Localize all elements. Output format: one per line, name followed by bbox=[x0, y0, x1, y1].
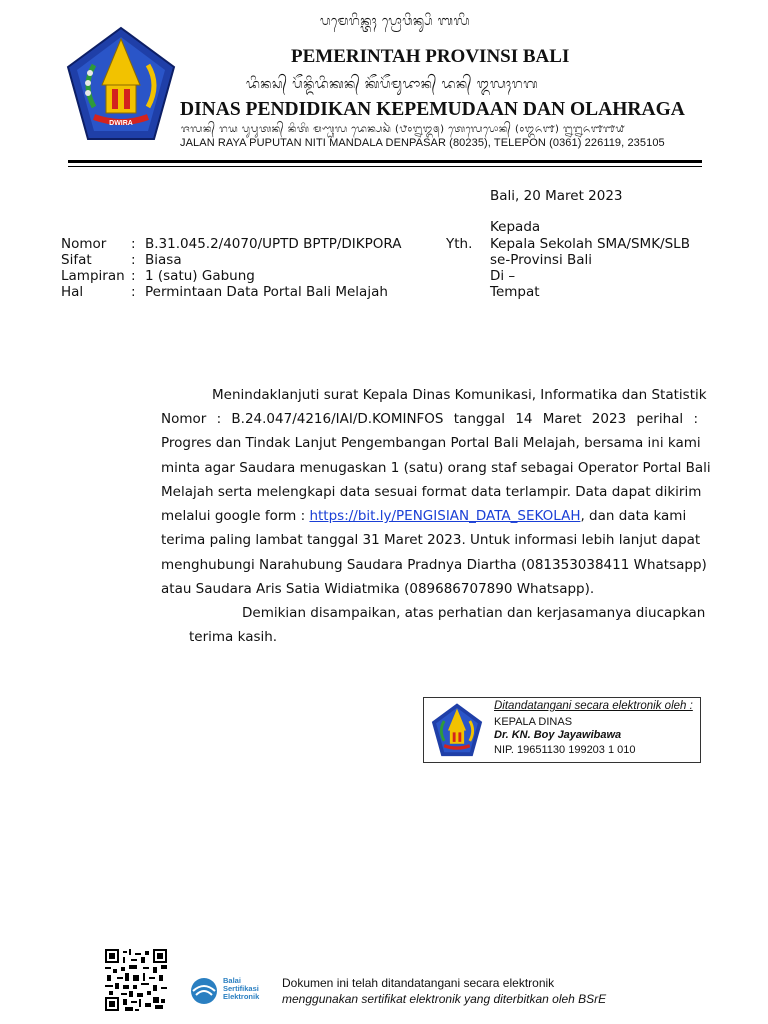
electronic-signature-box bbox=[423, 697, 701, 763]
footer-text-1: Dokumen ini telah ditandatangani secara elektronik bbox=[282, 976, 555, 990]
meta-key: Lampiran bbox=[61, 268, 125, 284]
body-line: Melajah serta melengkapi data sesuai format data terlampir. Data dapat dikirim bbox=[161, 484, 702, 500]
body-line: Menindaklanjuti surat Kepala Dinas Komunikasi, Informatika dan Statistik bbox=[212, 387, 707, 403]
yth-label: Yth. bbox=[446, 236, 473, 252]
google-form-link[interactable]: https://bit.ly/PENGISIAN_DATA_SEKOLAH bbox=[309, 508, 581, 524]
body-text-pre: melalui google form : bbox=[161, 508, 310, 524]
meta-key: Hal bbox=[61, 284, 84, 300]
meta-row-lampiran bbox=[61, 268, 441, 285]
meta-key: Nomor bbox=[61, 236, 107, 252]
bsre-line-1: Balai bbox=[223, 976, 241, 985]
signature-title: KEPALA DINAS bbox=[494, 716, 573, 728]
letterhead-rule-thick bbox=[68, 160, 702, 163]
letterhead-address: JALAN RAYA PUPUTAN NITI MANDALA DENPASAR (80235), TELEPON (0361) 226119, 235105 bbox=[180, 137, 665, 149]
balinese-header-mid: ᬤᬶᬦᬲ᭄ ᬧᭂᬦ᭄ᬤᬶᬤᬶᬓᬦ᭄ ᬓᭂᬧᭂᬫᬸᬤᬵᬦ᭄ ᬤᬦ᭄ ᬑᬮᬄᬭᬕ bbox=[246, 77, 538, 92]
meta-key: Sifat bbox=[61, 252, 92, 268]
body-line: Progres dan Tindak Lanjut Pengembangan Portal Bali Melajah, bersama ini kami bbox=[161, 435, 701, 451]
letter-date: Bali, 20 Maret 2023 bbox=[490, 188, 623, 204]
meta-row-sifat bbox=[61, 252, 441, 269]
qr-code bbox=[105, 949, 167, 1011]
closing-line: terima kasih. bbox=[189, 629, 278, 645]
meta-colon: : bbox=[131, 252, 136, 268]
meta-colon: : bbox=[131, 268, 136, 284]
balinese-header-top: ᬧᬫᬾᬭᬶᬦ᭄ᬢᬄ ᬧ᭄ᬭᭀᬯᬶᬦ᭄ᬲᬶ ᬩᬮᬶ bbox=[320, 14, 470, 29]
signature-name: Dr. KN. Boy Jayawibawa bbox=[494, 729, 622, 741]
meta-value: B.31.045.2/4070/UPTD BPTP/DIKPORA bbox=[145, 236, 402, 252]
bsre-line-3: Elektronik bbox=[223, 992, 260, 1001]
recipient-line-3: Di – bbox=[490, 268, 516, 284]
meta-colon: : bbox=[131, 284, 136, 300]
body-line: minta agar Saudara menugaskan 1 (satu) orang staf sebagai Operator Portal Bali bbox=[161, 460, 711, 476]
government-name: PEMERINTAH PROVINSI BALI bbox=[291, 46, 570, 67]
meta-value: Permintaan Data Portal Bali Melajah bbox=[145, 284, 388, 300]
recipient-line-4: Tempat bbox=[490, 284, 540, 300]
logo-text: DWIRA bbox=[109, 120, 133, 127]
signature-heading: Ditandatangani secara elektronik oleh : bbox=[494, 700, 693, 712]
body-line: terima paling lambat tanggal 31 Maret 2023. Untuk informasi lebih lanjut dapat bbox=[161, 532, 701, 548]
signature-logo bbox=[428, 702, 486, 758]
body-line: atau Saudara Aris Satia Widiatmika (089686707890 Whatsapp). bbox=[161, 581, 595, 597]
recipient-kepada: Kepada bbox=[490, 219, 541, 235]
meta-value: Biasa bbox=[145, 252, 182, 268]
department-name: DINAS PENDIDIKAN KEPEMUDAAN DAN OLAHRAGA bbox=[180, 99, 685, 120]
recipient-line-1: Kepala Sekolah SMA/SMK/SLB bbox=[490, 236, 690, 252]
meta-row-hal bbox=[61, 284, 441, 301]
recipient-line-2: se-Provinsi Bali bbox=[490, 252, 593, 268]
body-text-post: , dan data kami bbox=[580, 508, 687, 524]
bsre-logo-icon bbox=[187, 977, 221, 1005]
meta-row-nomor bbox=[61, 236, 441, 253]
body-line: Nomor : B.24.047/4216/IAI/D.KOMINFOS tanggal 14 Maret 2023 perihal : bbox=[161, 411, 698, 427]
provincial-logo bbox=[64, 25, 178, 143]
footer-text-2: menggunakan sertifikat elektronik yang diterbitkan oleh BSrE bbox=[282, 992, 607, 1006]
closing-line: Demikian disampaikan, atas perhatian dan kerjasamanya diucapkan bbox=[242, 605, 706, 621]
letterhead-rule-thin bbox=[68, 166, 702, 167]
meta-colon: : bbox=[131, 236, 136, 252]
bsre-line-2: Sertifikasi bbox=[223, 984, 259, 993]
body-line: menghubungi Narahubung Saudara Pradnya Diartha (081353038411 Whatsapp) bbox=[161, 557, 707, 573]
bsre-logo-text bbox=[223, 977, 259, 1001]
body-line-with-link bbox=[161, 504, 698, 528]
signature-nip: NIP. 19651130 199203 1 010 bbox=[494, 744, 636, 756]
meta-value: 1 (satu) Gabung bbox=[145, 268, 255, 284]
balinese-address: ᬚᬮᬦ᭄ ᬭᬬ ᬧᬸᬧᬸᬢᬦ᭄ ᬦᬶᬢᬶ ᬫᬡ᭄ᬟᬮ ᬤᬾᬦ᭄ᬧᬲᬃ (᭘᭐᭒᭓᭕) ᬢᬾᬮᬾᬧᭀᬦ᭄ (᭐᭓᭖᭑) ᭒᭒᭖᭑᭑᭙ bbox=[181, 124, 625, 135]
